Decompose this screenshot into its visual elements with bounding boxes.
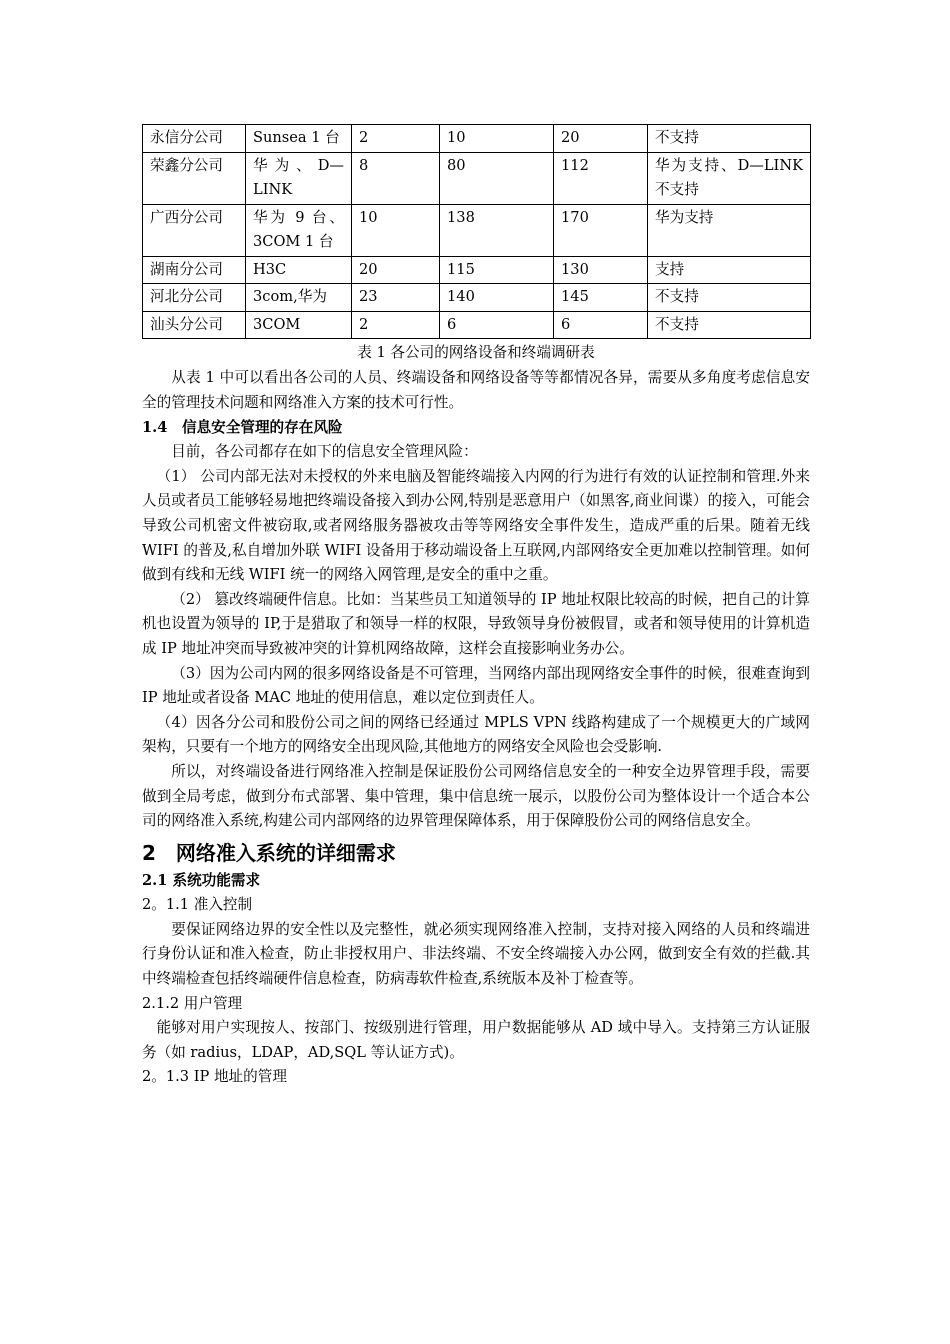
table-row xyxy=(143,284,811,312)
table-cell: 3com,华为 xyxy=(246,284,352,312)
paragraph-risk-2: （2） 篡改终端硬件信息。比如：当某些员工知道领导的 IP 地址权限比较高的时候，把自己的计算机也设置为领导的 IP,于是猎取了和领导一样的权限，导致领导身份被假冒，或者和领导使用的计算机造成 IP 地址冲突而导致被冲突的计算机网络故障，这样会直接影响业务办公。 xyxy=(142,590,810,657)
table-cell: 10 xyxy=(352,204,440,256)
table-cell: 138 xyxy=(440,204,554,256)
table-cell: 8 xyxy=(352,152,440,204)
table-cell: 140 xyxy=(440,284,554,312)
table-cell: 6 xyxy=(554,311,648,339)
table-cell: 115 xyxy=(440,256,554,284)
table-cell: Sunsea 1 台 xyxy=(246,125,352,153)
table-cell: 20 xyxy=(554,125,648,153)
table-cell: H3C xyxy=(246,256,352,284)
table-cell: 华为支持、D—LINK 不支持 xyxy=(648,152,811,204)
table-cell: 6 xyxy=(440,311,554,339)
table-cell: 2 xyxy=(352,311,440,339)
heading-2: 2 网络准入系统的详细需求 xyxy=(142,840,396,865)
table-row xyxy=(143,125,811,153)
survey-table xyxy=(142,124,811,339)
table-cell: 不支持 xyxy=(648,284,811,312)
table-cell: 广西分公司 xyxy=(143,204,246,256)
table-cell: 不支持 xyxy=(648,125,811,153)
table-cell: 145 xyxy=(554,284,648,312)
table-row xyxy=(143,311,811,339)
heading-2-1-3: 2。1.3 IP 地址的管理 xyxy=(142,1068,287,1086)
survey-table-body xyxy=(143,125,811,339)
paragraph-risk-4: （4）因各分公司和股份公司之间的网络已经通过 MPLS VPN 线路构建成了一个规模更大的广域网架构，只要有一个地方的网络安全出现风险,其他地方的网络安全风险也会受影响. xyxy=(142,713,810,756)
paragraph-access-control: 要保证网络边界的安全性以及完整性，就必须实现网络准入控制，支持对接入网络的人员和终端进行身份认证和准入检查，防止非授权用户、非法终端、不安全终端接入办公网，做到安全有效的拦截.其中终端检查包括终端硬件信息检查，防病毒软件检查,系统版本及补丁检查等。 xyxy=(142,920,810,987)
table-cell: 支持 xyxy=(648,256,811,284)
table-cell: 112 xyxy=(554,152,648,204)
paragraph-table-summary: 从表 1 中可以看出各公司的人员、终端设备和网络设备等等都情况各异，需要从多角度考虑信息安全的管理技术问题和网络准入方案的技术可行性。 xyxy=(142,369,810,411)
table-cell: 华为、D—LINK xyxy=(246,152,352,204)
paragraph-risk-1: （1） 公司内部无法对未授权的外来电脑及智能终端接入内网的行为进行有效的认证控制和管理.外来人员或者员工能够轻易地把终端设备接入到办公网,特别是恶意用户（如黑客,商业间谍）的接入，可能会导致公司机密文件被窃取,或者网络服务器被攻击等等网络安全事件发生，造成严重的后果。随着无线 WIFI 的普及,私自增加外联 WIFI 设备用于移动端设备上互联网,内部网络安全更加难以控制管理。如何做到有线和无线 WIFI 统一的网络入网管理,是安全的重中之重。 xyxy=(142,467,810,584)
paragraph-risk-intro: 目前，各公司都存在如下的信息安全管理风险： xyxy=(171,443,478,461)
table-cell: 荣鑫分公司 xyxy=(143,152,246,204)
table-caption: 表 1 各公司的网络设备和终端调研表 xyxy=(357,344,595,361)
heading-2-1: 2.1 系统功能需求 xyxy=(142,871,261,889)
paragraph-user-management: 能够对用户实现按人、按部门、按级别进行管理，用户数据能够从 AD 域中导入。支持第三方认证服务（如 radius，LDAP，AD,SQL 等认证方式)。 xyxy=(142,1019,810,1061)
paragraph-conclusion: 所以，对终端设备进行网络准入控制是保证股份公司网络信息安全的一种安全边界管理手段，需要做到全局考虑，做到分布式部署、集中管理，集中信息统一展示，以股份公司为整体设计一个适合本公司的网络准入系统,构建公司内部网络的边界管理保障体系，用于保障股份公司的网络信息安全。 xyxy=(142,762,810,830)
paragraph-risk-3: （3）因为公司内网的很多网络设备是不可管理，当网络内部出现网络安全事件的时候，很难查询到 IP 地址或者设备 MAC 地址的使用信息，难以定位到责任人。 xyxy=(142,664,810,707)
table-cell: 23 xyxy=(352,284,440,312)
heading-2-1-2: 2.1.2 用户管理 xyxy=(142,994,243,1012)
table-cell: 170 xyxy=(554,204,648,256)
page-content xyxy=(142,124,810,1090)
table-cell: 20 xyxy=(352,256,440,284)
table-cell: 80 xyxy=(440,152,554,204)
table-cell: 湖南分公司 xyxy=(143,256,246,284)
table-cell: 永信分公司 xyxy=(143,125,246,153)
table-cell: 华为支持 xyxy=(648,204,811,256)
table-cell: 河北分公司 xyxy=(143,284,246,312)
heading-2-1-1: 2。1.1 准入控制 xyxy=(142,896,253,914)
table-cell: 2 xyxy=(352,125,440,153)
table-cell: 130 xyxy=(554,256,648,284)
table-cell: 汕头分公司 xyxy=(143,311,246,339)
heading-1-4: 1.4 信息安全管理的存在风险 xyxy=(142,419,343,437)
table-cell: 不支持 xyxy=(648,311,811,339)
table-cell: 3COM xyxy=(246,311,352,339)
table-row xyxy=(143,152,811,204)
table-row xyxy=(143,204,811,256)
table-row xyxy=(143,256,811,284)
table-cell: 10 xyxy=(440,125,554,153)
table-cell: 华为 9 台、3COM 1 台 xyxy=(246,204,352,256)
